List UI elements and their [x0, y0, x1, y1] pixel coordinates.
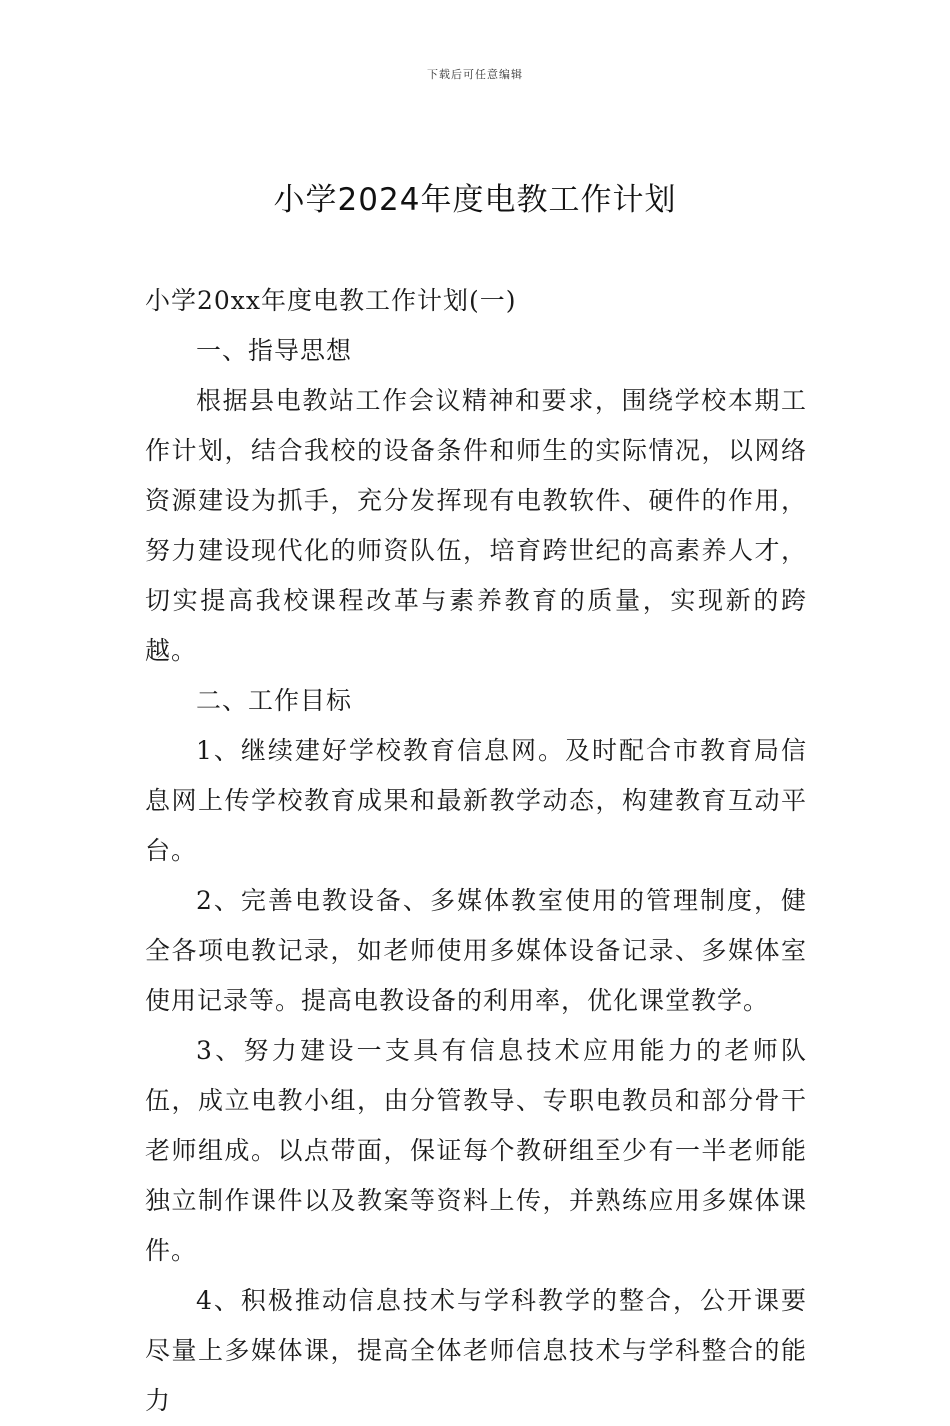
goal-item-4: 4、积极推动信息技术与学科教学的整合，公开课要尽量上多媒体课，提高全体老师信息技术与学科整合的能力 — [145, 1286, 807, 1415]
document-title: 小学2024年度电教工作计划 — [273, 182, 677, 218]
document-body — [145, 276, 807, 1426]
header-note: 下载后可任意编辑 — [427, 68, 523, 81]
section-subtitle: 小学20xx年度电教工作计划(一) — [145, 286, 517, 315]
goal-item-3: 3、努力建设一支具有信息技术应用能力的老师队伍，成立电教小组，由分管教导、专职电教员和部分骨干老师组成。以点带面，保证每个教研组至少有一半老师能独立制作课件以及教案等资料上传，并熟练应用多媒体课件。 — [145, 1036, 807, 1265]
heading-work-goals: 二、工作目标 — [196, 686, 353, 715]
goal-item-1: 1、继续建好学校教育信息网。及时配合市教育局信息网上传学校教育成果和最新教学动态，构建教育互动平台。 — [145, 736, 807, 865]
heading-guiding-ideology: 一、指导思想 — [196, 336, 353, 365]
paragraph-guiding-ideology: 根据县电教站工作会议精神和要求，围绕学校本期工作计划，结合我校的设备条件和师生的实际情况，以网络资源建设为抓手，充分发挥现有电教软件、硬件的作用，努力建设现代化的师资队伍，培育跨世纪的高素养人才，切实提高我校课程改革与素养教育的质量，实现新的跨越。 — [145, 386, 807, 665]
goal-item-2: 2、完善电教设备、多媒体教室使用的管理制度，健全各项电教记录，如老师使用多媒体设备记录、多媒体室使用记录等。提高电教设备的利用率，优化课堂教学。 — [145, 886, 807, 1015]
